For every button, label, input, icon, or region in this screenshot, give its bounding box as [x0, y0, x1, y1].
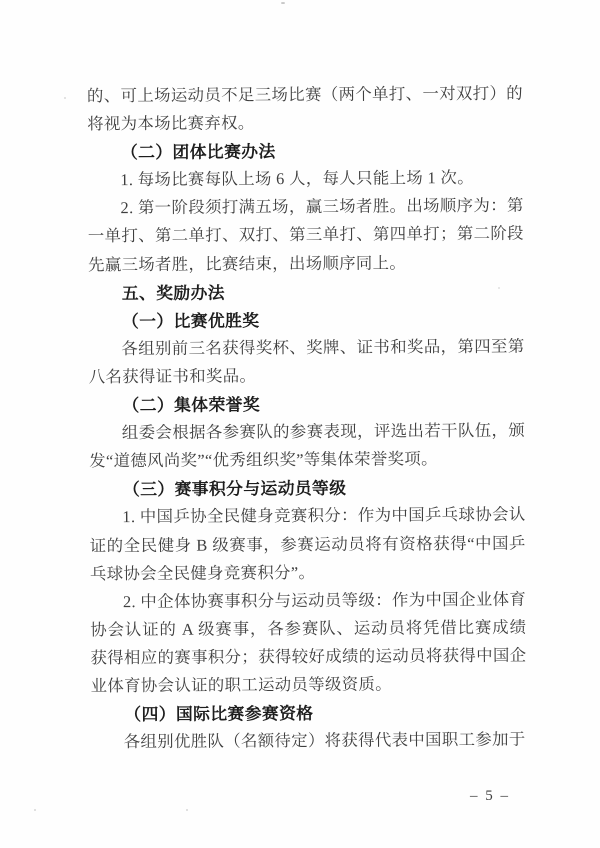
scan-speck — [64, 97, 66, 99]
paragraph-carryover: 的、可上场运动员不足三场比赛（两个单打、一对双打）的将视为本场比赛弃权。 — [86, 83, 524, 134]
scan-speck — [498, 287, 500, 289]
paragraph-winner-award-detail: 各组别前三名获得奖杯、奖牌、证书和奖品，第四至第八名获得证书和奖品。 — [88, 336, 525, 387]
paragraph-ctta-fitness-points: 1. 中国乒协全民健身竞赛积分：作为中国乒乓球协会认证的全民健身 B 级赛事，参赛运动员将有资格获得“中国乒乓球协会全民健身竞赛积分”。 — [89, 505, 526, 583]
heading-international-eligibility: （四）国际比赛参赛资格 — [124, 703, 314, 725]
heading-competition-winner-award: （一）比赛优胜奖 — [121, 310, 260, 331]
scan-speck — [186, 809, 188, 811]
paragraph-cesa-points-grade: 2. 中企体协赛事积分与运动员等级：作为中国企业体育协会认证的 A 级赛事，各参赛队、运动员将凭借比赛成绩获得相应的赛事积分；获得较好成绩的运动员将获得中国企业体育协会认证的职工运动员等级资质。 — [90, 589, 527, 696]
heading-team-match-method: （二）团体比赛办法 — [120, 141, 276, 163]
heading-points-and-athlete-grade: （三）赛事积分与运动员等级 — [122, 478, 347, 500]
page-number: – 5 – — [470, 788, 510, 804]
scan-speck — [281, 2, 285, 4]
heading-award-methods: 五、奖励办法 — [121, 282, 225, 303]
paragraph-team-rule-1: 1. 每场比赛每队上场 6 人，每人只能上场 1 次。 — [120, 168, 475, 190]
scan-speck — [34, 809, 36, 811]
document-body — [87, 80, 527, 757]
paragraph-team-rule-2: 2. 第一阶段须打满五场，赢三场者胜。出场顺序为：第一单打、第二单打、双打、第三单打、第四单打；第二阶段先赢三场者胜，比赛结束，出场顺序同上。 — [87, 196, 524, 274]
heading-collective-honor-award: （二）集体荣誉奖 — [122, 394, 261, 416]
paragraph-collective-honor-detail: 组委会根据各参赛队的参赛表现，评选出若干队伍，颁发“道德风尚奖”“优秀组织奖”等集体荣誉奖项。 — [89, 420, 526, 471]
paragraph-international-eligibility: 各组别优胜队（名额待定）将获得代表中国职工参加于 — [123, 729, 526, 752]
